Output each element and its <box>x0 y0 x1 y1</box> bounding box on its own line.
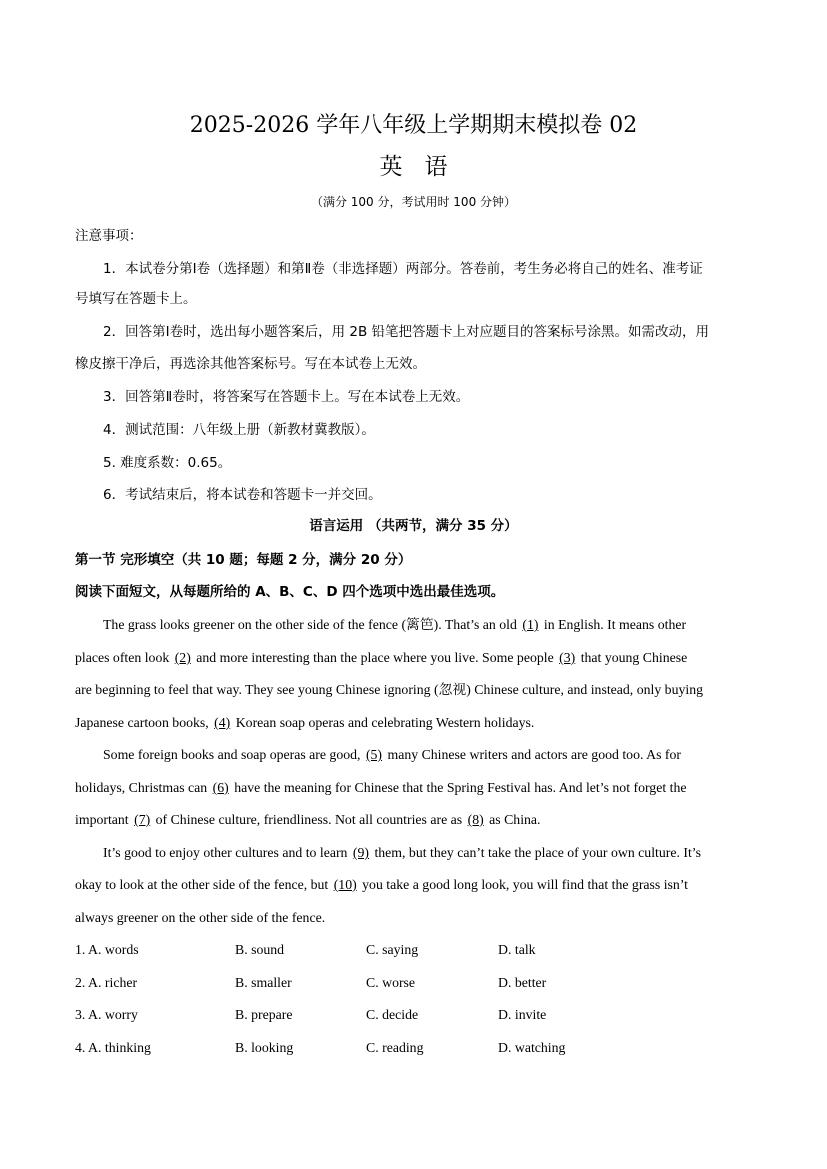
option-b: B. smaller <box>235 975 292 990</box>
passage-line: always greener on the other side of the fence. <box>75 910 326 925</box>
note-line: 2．回答第Ⅰ卷时，选出每小题答案后，用 2B 铅笔把答题卡上对应题目的答案标号涂黑。如需改动，用 <box>103 324 710 340</box>
score-info: （满分 100 分，考试用时 100 分钟） <box>310 195 517 209</box>
blank-10: (10) <box>333 877 357 892</box>
blank-9: (9) <box>352 845 369 860</box>
option-a: 3. A. worry <box>75 1007 138 1022</box>
instruction: 阅读下面短文，从每题所给的 A、B、C、D 四个选项中选出最佳选项。 <box>75 584 505 600</box>
note-line: 橡皮擦干净后，再选涂其他答案标号。写在本试卷上无效。 <box>75 356 426 372</box>
passage-line: holidays, Christmas can (6) have the meaning for Chinese that the Spring Festival has. And let’s not forget the <box>75 778 686 798</box>
note-line: 1．本试卷分第Ⅰ卷（选择题）和第Ⅱ卷（非选择题）两部分。答卷前，考生务必将自己的姓名、准考证 <box>103 261 703 277</box>
option-a: 4. A. thinking <box>75 1040 151 1055</box>
passage-line: Japanese cartoon books, (4) Korean soap operas and celebrating Western holidays. <box>75 713 534 733</box>
option-d: D. better <box>498 975 547 990</box>
option-d: D. invite <box>498 1007 547 1022</box>
passage-line: okay to look at the other side of the fence, but (10) you take a good long look, you will find that the grass isn’t <box>75 875 688 895</box>
note-line: 6．考试结束后，将本试卷和答题卡一并交回。 <box>103 487 382 503</box>
exam-title: 2025-2026 学年八年级上学期期末模拟卷 02 <box>189 113 638 138</box>
blank-3: (3) <box>559 650 576 665</box>
note-line: 3．回答第Ⅱ卷时，将答案写在答题卡上。写在本试卷上无效。 <box>103 389 470 405</box>
note-line: 4．测试范围：八年级上册（新教材冀教版）。 <box>103 422 375 438</box>
blank-8: (8) <box>467 812 484 827</box>
note-line: 5. 难度系数：0.65。 <box>103 455 232 471</box>
blank-6: (6) <box>212 780 229 795</box>
blank-7: (7) <box>134 812 151 827</box>
blank-2: (2) <box>174 650 191 665</box>
option-c: C. saying <box>366 942 419 957</box>
notes-heading: 注意事项： <box>75 228 143 244</box>
option-c: C. worse <box>366 975 416 990</box>
option-c: C. decide <box>366 1007 419 1022</box>
option-c: C. reading <box>366 1040 424 1055</box>
blank-1: (1) <box>522 617 539 632</box>
section-title: 语言运用 （共两节，满分 35 分） <box>309 518 518 534</box>
passage-line: It’s good to enjoy other cultures and to learn (9) them, but they can’t take the place of your own culture. It’s <box>103 843 701 863</box>
option-b: B. prepare <box>235 1007 293 1022</box>
passage-line: Some foreign books and soap operas are good, (5) many Chinese writers and actors are good too. As for <box>103 745 681 765</box>
blank-4: (4) <box>214 715 231 730</box>
option-d: D. watching <box>498 1040 566 1055</box>
passage-line: places often look (2) and more interesting than the place where you live. Some people (3) that young Chinese <box>75 648 687 668</box>
option-a: 1. A. words <box>75 942 139 957</box>
blank-5: (5) <box>365 747 383 762</box>
passage-line: are beginning to feel that way. They see young Chinese ignoring (忽视) Chinese culture, and instead, only buying <box>75 682 703 697</box>
option-d: D. talk <box>498 942 536 957</box>
passage-line: The grass looks greener on the other side of the fence (篱笆). That’s an old (1) in English. It means other <box>103 615 686 635</box>
part-title: 第一节 完形填空（共 10 题；每题 2 分，满分 20 分） <box>75 552 412 568</box>
option-b: B. looking <box>235 1040 294 1055</box>
option-a: 2. A. richer <box>75 975 138 990</box>
note-line: 号填写在答题卡上。 <box>75 291 197 307</box>
subject-title: 英语 <box>379 154 470 180</box>
option-b: B. sound <box>235 942 285 957</box>
passage-line: important (7) of Chinese culture, friendliness. Not all countries are as (8) as China. <box>75 810 541 830</box>
